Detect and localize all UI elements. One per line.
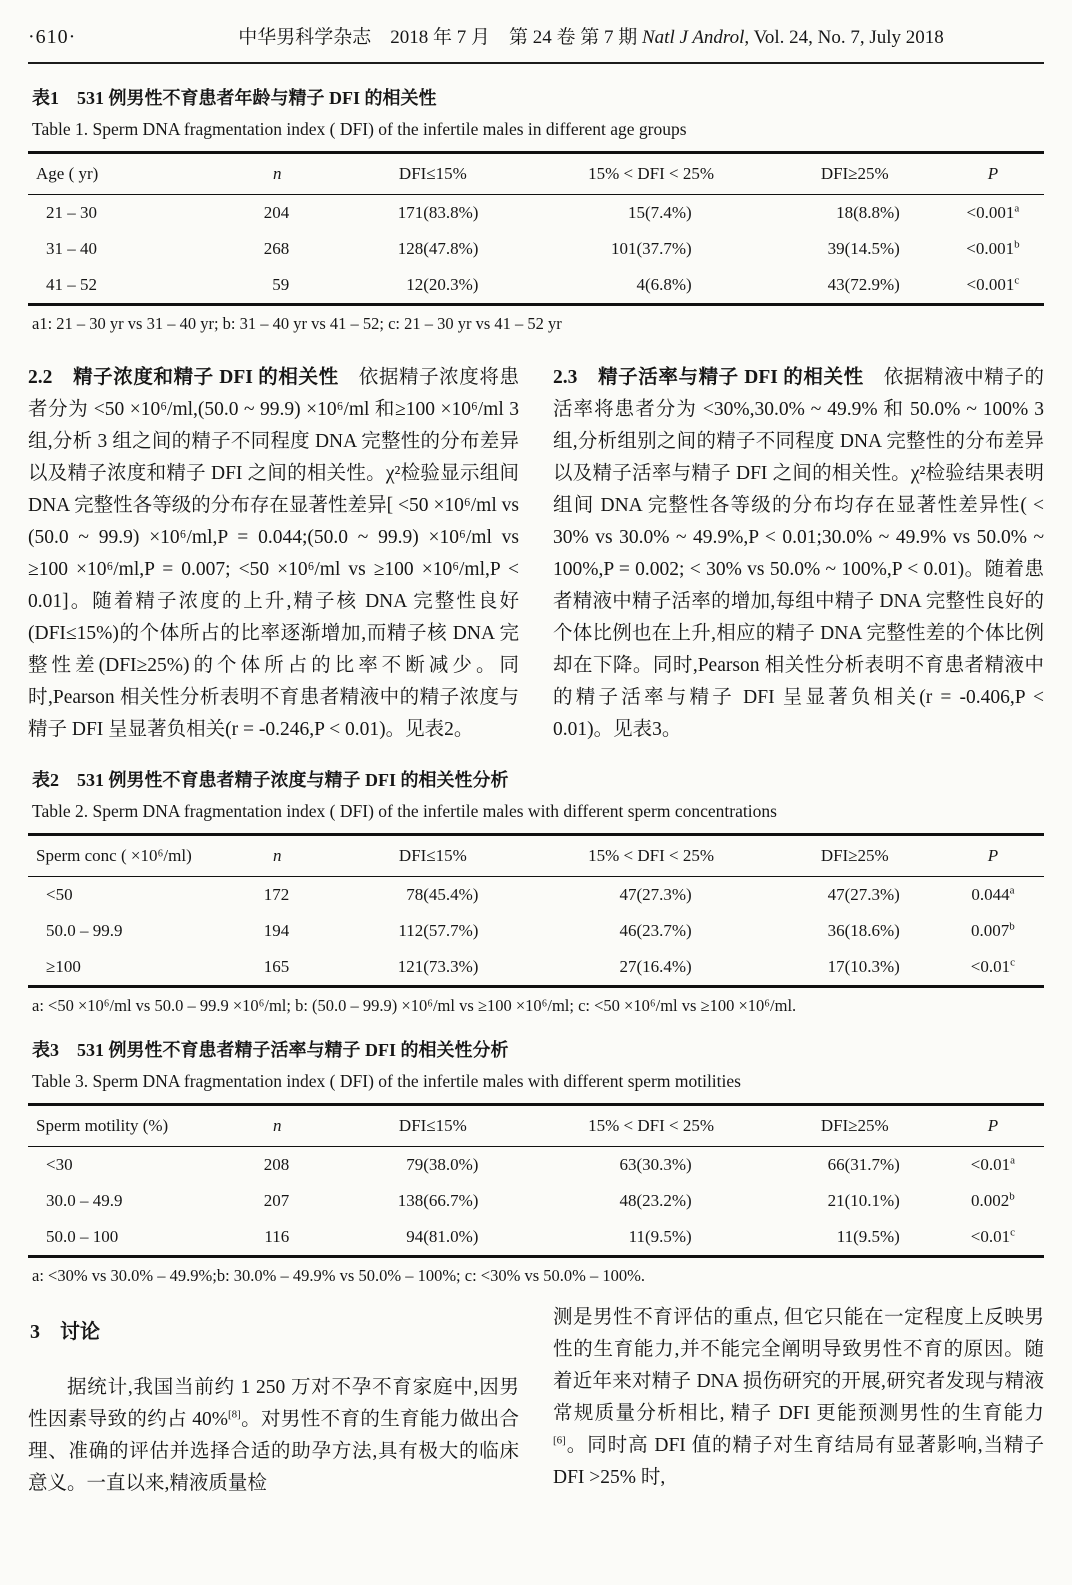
section-2-3-heading: 2.3 精子活率与精子 DFI 的相关性 [553, 367, 864, 388]
table3-caption-en: Table 3. Sperm DNA fragmentation index ( DFI) of the infertile males with different sperm motilities [32, 1071, 741, 1091]
p-value-cell [942, 231, 1044, 267]
table-cell: 138(66.7%) [397, 1191, 479, 1210]
table-cell: 30.0 – 49.9 [46, 1191, 123, 1210]
col-header-n: n [223, 1105, 331, 1147]
journal-info [138, 22, 1044, 49]
table1-caption-cn: 表1 531 例男性不育患者年龄与精子 DFI 的相关性 [32, 88, 437, 108]
p-value: <0.001 [966, 203, 1015, 222]
p-value: 0.044 [971, 885, 1010, 904]
table-cell: 121(73.3%) [397, 957, 479, 976]
col-header-p: P [942, 835, 1044, 877]
discussion-text: 。对男性不育的生育能力做出合理、准确的评估并选择合适的助孕方法,具有极大的临床意义。一直以来,精液质量检 [28, 1409, 519, 1494]
table-cell: 43(72.9%) [827, 275, 900, 294]
p-superscript: b [1009, 1190, 1015, 1203]
p-superscript: a [1010, 1154, 1016, 1167]
table-row [28, 267, 1044, 305]
p-superscript: b [1014, 238, 1020, 251]
table-cell: 21(10.1%) [827, 1191, 900, 1210]
table-cell: 112(57.7%) [398, 921, 479, 940]
col-header-dfi-mid: 15% < DFI < 25% [534, 1105, 767, 1147]
p-value: <0.01 [970, 1227, 1011, 1246]
col-header-dfi-mid: 15% < DFI < 25% [534, 835, 767, 877]
p-value-cell [942, 267, 1044, 305]
table-cell: 94(81.0%) [406, 1227, 479, 1246]
section-2-2 [28, 362, 519, 746]
table-cell: 63(30.3%) [619, 1155, 692, 1174]
table-cell: 128(47.8%) [397, 239, 479, 258]
table2-caption-en: Table 2. Sperm DNA fragmentation index ( DFI) of the infertile males with different sperm concentrations [32, 801, 777, 821]
col-header-dfi-low: DFI≤15% [331, 1105, 534, 1147]
p-value-cell [942, 949, 1044, 987]
results-columns [28, 362, 1044, 746]
discussion-text: 。同时高 DFI 值的精子对生育结局有显著影响,当精子 DFI >25% 时, [553, 1435, 1044, 1488]
table2-footnote: a: <50 ×10⁶/ml vs 50.0 – 99.9 ×10⁶/ml; b: (50.0 – 99.9) ×10⁶/ml vs ≥100 ×10⁶/ml; c: <50 ×10⁶/ml vs ≥100 ×10⁶/ml. [32, 996, 797, 1015]
page-number: ·610· [28, 26, 77, 48]
table-row [28, 1147, 1044, 1184]
journal-title-en: Natl J Androl [642, 27, 745, 48]
p-superscript: c [1014, 274, 1020, 287]
table-cell: 66(31.7%) [827, 1155, 900, 1174]
p-value-cell [942, 195, 1044, 232]
running-head [28, 22, 1044, 64]
p-superscript: b [1009, 920, 1015, 933]
col-header-p: P [942, 153, 1044, 195]
table-cell: 50.0 – 100 [46, 1227, 119, 1246]
table-cell: 172 [263, 885, 290, 904]
col-header-dfi-high: DFI≥25% [768, 1105, 942, 1147]
discussion-text: 测是男性不育评估的重点, 但它只能在一定程度上反映男性的生育能力,并不能完全阐明导致男性不育的原因。随着近年来对精子 DNA 损伤研究的开展,研究者发现与精液常规质量分析相比, 精子 DFI 更能预测男性的生育能力 [553, 1307, 1044, 1424]
table-cell: 48(23.2%) [619, 1191, 692, 1210]
table-cell: 31 – 40 [46, 239, 97, 258]
table-cell: 47(27.3%) [827, 885, 900, 904]
table-cell: 11(9.5%) [836, 1227, 900, 1246]
reference-8: [8] [227, 1408, 241, 1421]
table-row [28, 913, 1044, 949]
table-cell: ≥100 [46, 957, 81, 976]
table-cell: 78(45.4%) [406, 885, 479, 904]
table-cell: 116 [264, 1227, 290, 1246]
table-cell: 50.0 – 99.9 [46, 921, 123, 940]
table1-footnote: a1: 21 – 30 yr vs 31 – 40 yr; b: 31 – 40 yr vs 41 – 52; c: 21 – 30 yr vs 41 – 52 yr [32, 314, 562, 333]
discussion-paragraph-left [28, 1372, 519, 1500]
p-value: <0.001 [966, 275, 1015, 294]
table-cell: 194 [263, 921, 290, 940]
col-header-n: n [223, 835, 331, 877]
table2-concentration-dfi [28, 833, 1044, 988]
p-superscript: a [1014, 202, 1020, 215]
table-cell: 15(7.4%) [627, 203, 692, 222]
table-row [28, 231, 1044, 267]
col-header-dfi-high: DFI≥25% [768, 835, 942, 877]
table-cell: 208 [263, 1155, 290, 1174]
col-header-dfi-low: DFI≤15% [331, 153, 534, 195]
p-superscript: c [1010, 1226, 1016, 1239]
table-cell: 79(38.0%) [406, 1155, 479, 1174]
table2-caption-cn: 表2 531 例男性不育患者精子浓度与精子 DFI 的相关性分析 [32, 770, 509, 790]
table-cell: 4(6.8%) [636, 275, 692, 294]
col-header-dfi-high: DFI≥25% [768, 153, 942, 195]
table3-caption-cn: 表3 531 例男性不育患者精子活率与精子 DFI 的相关性分析 [32, 1040, 509, 1060]
table-cell: 12(20.3%) [406, 275, 479, 294]
discussion-text: 据统计,我国当前约 1 250 万对不孕不育家庭中,因男性因素导致的约占 40% [28, 1377, 519, 1430]
reference-6: [6] [553, 1434, 566, 1447]
journal-title-cn: 中华男科学杂志 2018 年 7 月 第 24 卷 第 7 期 [238, 27, 638, 48]
table-row [28, 1183, 1044, 1219]
table-cell: 268 [263, 239, 290, 258]
table1-caption-en: Table 1. Sperm DNA fragmentation index ( DFI) of the infertile males in different age groups [32, 119, 687, 139]
p-value-cell [942, 1147, 1044, 1184]
table-cell: 47(27.3%) [619, 885, 692, 904]
discussion-columns [28, 1302, 1044, 1500]
table3-header-row [28, 1105, 1044, 1147]
table3-motility-dfi [28, 1103, 1044, 1258]
p-value: 0.007 [971, 921, 1010, 940]
p-superscript: c [1010, 956, 1016, 969]
table-cell: 17(10.3%) [827, 957, 900, 976]
col-header-dfi-low: DFI≤15% [331, 835, 534, 877]
table-cell: 11(9.5%) [628, 1227, 692, 1246]
table-cell: 46(23.7%) [619, 921, 692, 940]
table-row [28, 1219, 1044, 1257]
section-2-2-heading: 2.2 精子浓度和精子 DFI 的相关性 [28, 367, 339, 388]
p-superscript: a [1009, 884, 1015, 897]
table-cell: 27(16.4%) [619, 957, 692, 976]
table-cell: <30 [46, 1155, 73, 1174]
table-cell: 165 [263, 957, 290, 976]
discussion-left-column [28, 1302, 519, 1500]
p-value-cell [942, 877, 1044, 914]
p-value-cell [942, 913, 1044, 949]
table-cell: 36(18.6%) [827, 921, 900, 940]
table1-header-row [28, 153, 1044, 195]
table-cell: 171(83.8%) [397, 203, 479, 222]
p-value-cell [942, 1219, 1044, 1257]
table-cell: 101(37.7%) [610, 239, 692, 258]
section-2-3-body: 依据精液中精子的活率将患者分为 <30%,30.0% ~ 49.9% 和 50.0% ~ 100% 3 组,分析组别之间的精子不同程度 DNA 完整性的分布差异以及精子活率与精子 DFI 之间的相关性。χ²检验结果表明组间 DNA 完整性各等级的分布均存在显著性差异性( < 30% vs 30.0% ~ 49.9%,P < 0.01;30.0% ~ 49.9% vs 50.0% ~ 100%,P = 0.002; < 30% vs 50.0% ~ 100%,P < 0.01)。随着患者精液中精子活率的增加,每组中精子 DNA 完整性良好的个体比例也在上升,相应的精子 DNA 完整性差的个体比例却在下降。同时,Pearson 相关性分析表明不育患者精液中的精子活率与精子 DFI 呈显著负相关(r = -0.406,P < 0.01)。见表3。 [553, 367, 1044, 740]
p-value: <0.001 [966, 239, 1015, 258]
p-value: <0.01 [970, 1155, 1011, 1174]
discussion-heading: 3 讨论 [30, 1321, 100, 1343]
col-header-age: Age ( yr) [28, 153, 223, 195]
table-cell: 18(8.8%) [836, 203, 900, 222]
col-header-dfi-mid: 15% < DFI < 25% [534, 153, 767, 195]
table-row [28, 949, 1044, 987]
section-2-3 [553, 362, 1044, 746]
table-cell: 204 [263, 203, 290, 222]
p-value: <0.01 [970, 957, 1011, 976]
section-2-2-body: 依据精子浓度将患者分为 <50 ×10⁶/ml,(50.0 ~ 99.9) ×10⁶/ml 和≥100 ×10⁶/ml 3 组,分析 3 组之间的精子不同程度 DNA 完整性的分布差异以及精子浓度和精子 DFI 之间的相关性。χ²检验显示组间 DNA 完整性各等级的分布存在显著性差异[ <50 ×10⁶/ml vs (50.0 ~ 99.9) ×10⁶/ml,P = 0.044;(50.0 ~ 99.9) ×10⁶/ml vs ≥100 ×10⁶/ml,P = 0.007; <50 ×10⁶/ml vs ≥100 ×10⁶/ml,P < 0.01]。随着精子浓度的上升,精子核 DNA 完整性良好(DFI≤15%)的个体所占的比率逐渐增加,而精子核 DNA 完整性差(DFI≥25%)的个体所占的比率不断减少。同时,Pearson 相关性分析表明不育患者精液中的精子浓度与精子 DFI 呈显著负相关(r = -0.246,P < 0.01)。见表2。 [28, 367, 519, 740]
table-cell: 207 [263, 1191, 290, 1210]
table-cell: 59 [272, 275, 290, 294]
journal-issue-en: , Vol. 24, No. 7, July 2018 [744, 27, 944, 48]
p-value: 0.002 [971, 1191, 1010, 1210]
table2-header-row [28, 835, 1044, 877]
discussion-right-column [553, 1302, 1044, 1500]
col-header-sperm-conc: Sperm conc ( ×10⁶/ml) [28, 835, 223, 877]
table-cell: <50 [46, 885, 73, 904]
col-header-sperm-motility: Sperm motility (%) [28, 1105, 223, 1147]
table-row [28, 877, 1044, 914]
table1-age-dfi [28, 151, 1044, 306]
table-row [28, 195, 1044, 232]
table-cell: 41 – 52 [46, 275, 97, 294]
col-header-p: P [942, 1105, 1044, 1147]
table-cell: 21 – 30 [46, 203, 97, 222]
table3-footnote: a: <30% vs 30.0% – 49.9%;b: 30.0% – 49.9% vs 50.0% – 100%; c: <30% vs 50.0% – 100%. [32, 1266, 646, 1285]
p-value-cell [942, 1183, 1044, 1219]
table-cell: 39(14.5%) [827, 239, 900, 258]
col-header-n: n [223, 153, 331, 195]
